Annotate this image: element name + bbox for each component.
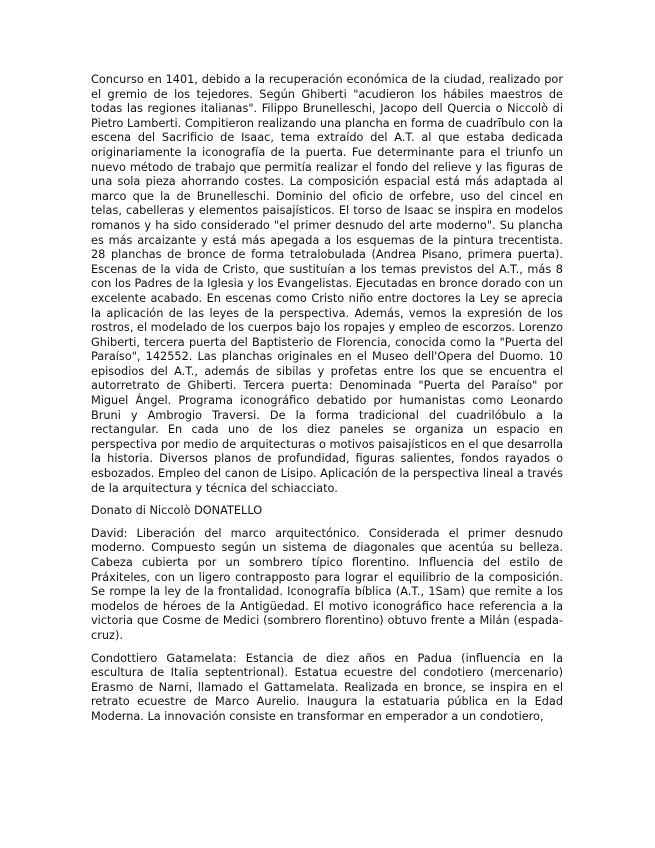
paragraph-david: David: Liberación del marco arquitectónico. Considerada el primer desnudo moderno. Compuesto según un sistema de diagonales que acentúa su belleza. Cabeza cubierta por un sombrero típico florentino. Influencia del estilo de Práxiteles, con un ligero contrapposto para lograr el equilibrio de la composición. Se rompe la ley de la frontalidad. Iconografía bíblica (A.T., 1Sam) que remite a los modelos de héroes de la Antigüedad. El motivo iconográfico hace referencia a la victoria que Cosme de Medici (sombrero florentino) obtuvo frente a Milán (espada-cruz). [91, 526, 563, 642]
section-heading-donatello: Donato di Niccolò DONATELLO [91, 504, 263, 518]
document-page [91, 73, 563, 733]
paragraph-gattamelata: Condottiero Gatamelata: Estancia de diez años en Padua (influencia en la escultura de Italia septentrional). Estatua ecuestre del condotiero (mercenario) Erasmo de Narni, llamado el Gattamelata. Realizada en bronce, se inspira en el retrato ecuestre de Marco Aurelio. Inaugura la estatuaria pública en la Edad Moderna. La innovación consiste en transformar en emperador a un condotiero, [91, 651, 563, 723]
paragraph-ghiberti: Concurso en 1401, debido a la recuperación económica de la ciudad, realizado por el gremio de los tejedores. Según Ghiberti "acudieron los hábiles maestros de todas las regiones italianas". Filippo Brunelleschi, Jacopo dell Quercia o Niccolò di Pietro Lamberti. Compitieron realizando una plancha en forma de cuadrībulo con la escena del Sacrificio de Isaac, tema extraído del A.T. al que estaba dedicada originariamente la iconografía de la puerta. Fue determinante para el triunfo un nuevo método de trabajo que permitía realizar el fondo del relieve y las figuras de una sola pieza ahorrando costes. La composición espacial está más adaptada al marco que la de Brunelleschi. Dominio del oficio de orfebre, uso del cincel en telas, cabelleras y elementos paisajísticos. El torso de Isaac se inspira en modelos romanos y ha sido considerado "el primer desnudo del arte moderno". Su plancha es más arcaizante y está más apegada a los esquemas de la pintura trecentista. 28 planchas de bronce de forma tetralobulada (Andrea Pisano, primera puerta). Escenas de la vida de Cristo, que sustituían a los temas previstos del A.T., más 8 con los Padres de la Iglesia y los Evangelistas. Ejecutadas en bronce dorado con un excelente acabado. En escenas como Cristo niño entre doctores la Ley se aprecia la aplicación de las leyes de la perspectiva. Además, vemos la expresión de los rostros, el modelado de los cuerpos bajo los ropajes y empleo de escorzos. Lorenzo Ghiberti, tercera puerta del Baptisterio de Florencia, conocida como la "Puerta del Paraíso", 142552. Las planchas originales en el Museo dell'Opera del Duomo. 10 episodios del A.T., además de sibilas y profetas entre los que se encuentra el autorretrato de Ghiberti. Tercera puerta: Denominada "Puerta del Paraíso" por Miguel Ángel. Programa iconográfico debatido por humanistas como Leonardo Bruni y Ambrogio Traversi. De la forma tradicional del cuadrilóbulo a la rectangular. En cada uno de los diez paneles se organiza un espacio en perspectiva por medio de arquitecturas o motivos paisajísticos en el que desarrolla la historia. Diversos planos de profundidad, figuras salientes, fondos rayados o esbozados. Empleo del canon de Lisipo. Aplicación de la perspectiva lineal a través de la arquitectura y técnica del schiacciato. [91, 73, 564, 495]
